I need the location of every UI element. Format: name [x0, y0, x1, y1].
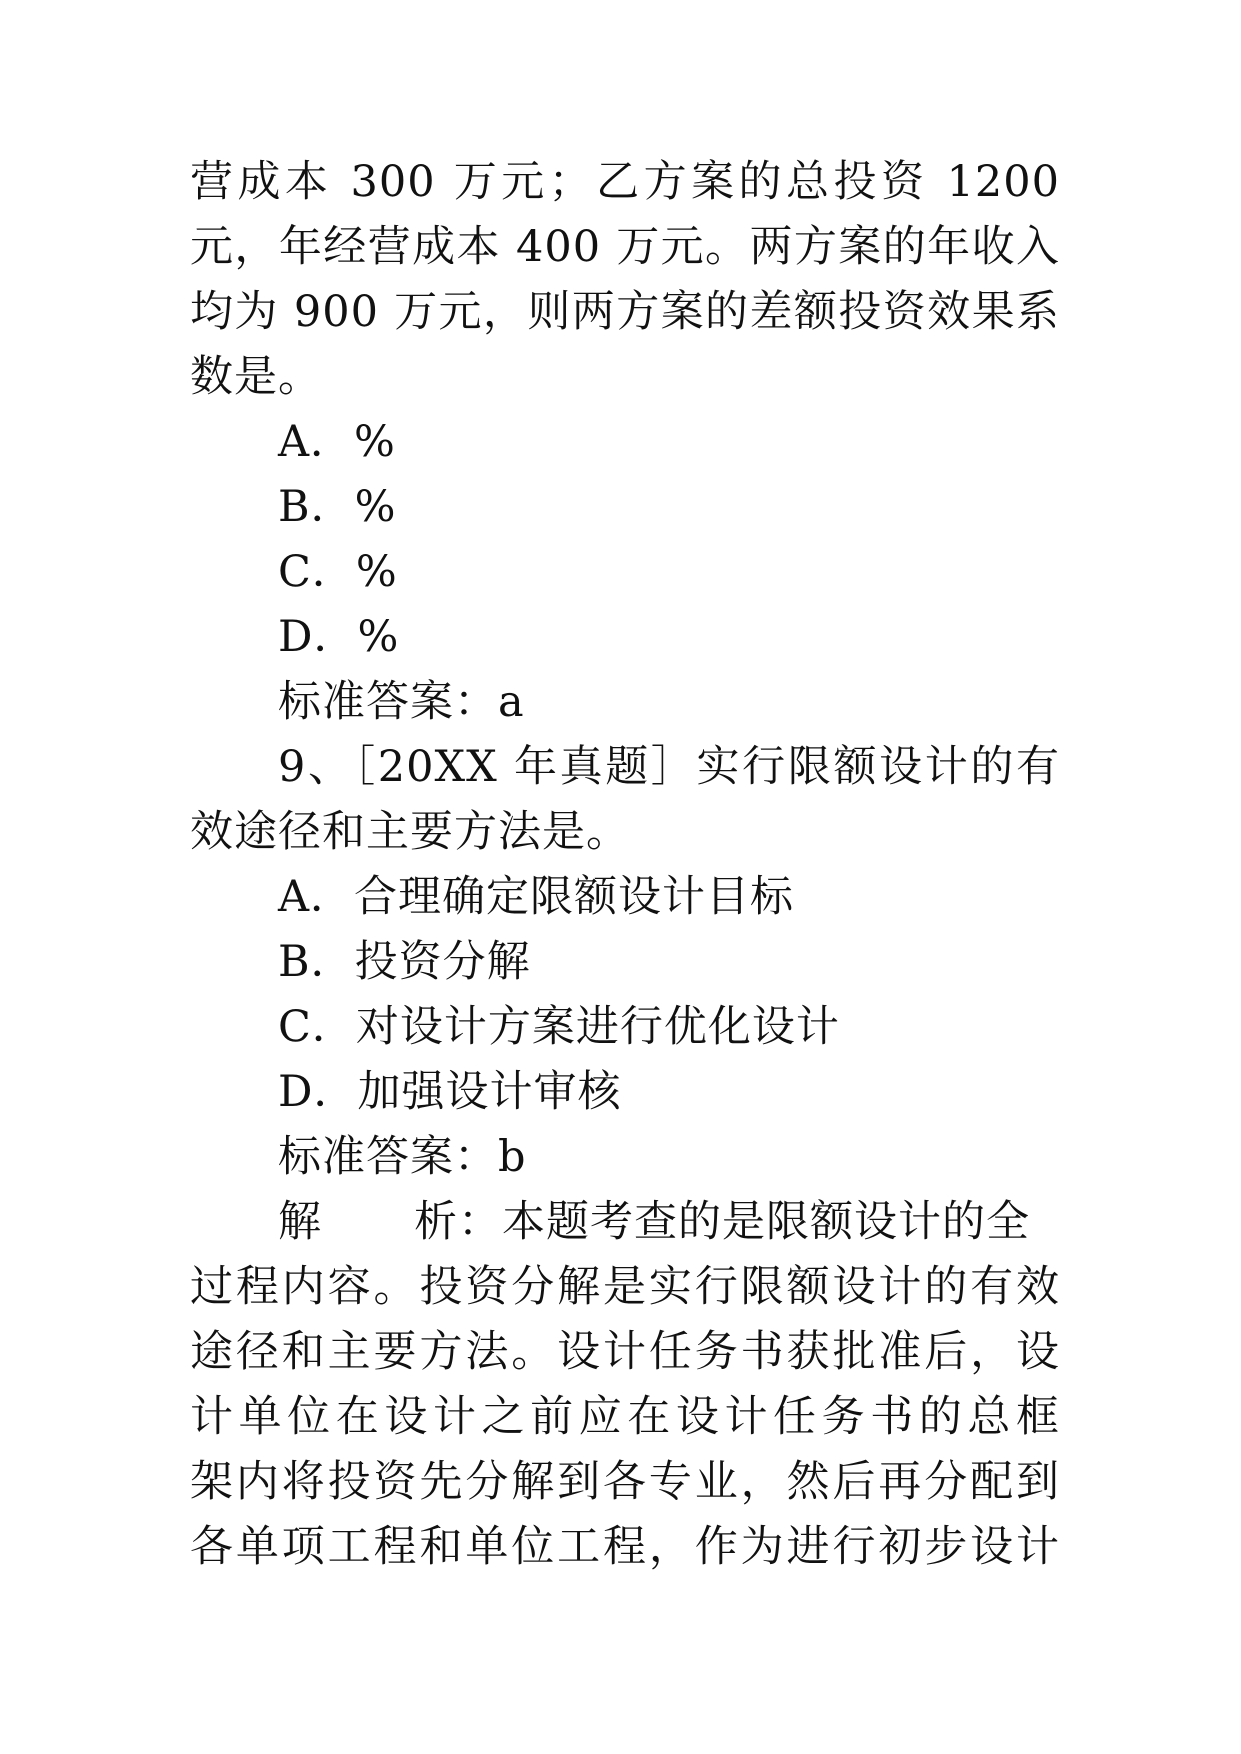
q9-analysis-first-line	[190, 1190, 1060, 1255]
q9-option-b: B．投资分解	[278, 937, 531, 987]
analysis-label-2: 析：本题考查的是限额设计的全	[414, 1197, 1030, 1247]
document-body	[190, 150, 1060, 1580]
q9-analysis-line-5: 架内将投资先分解到各专业，然后再分配到	[190, 1457, 1060, 1507]
q9-analysis-line-6: 各单项工程和单位工程，作为进行初步设计	[190, 1522, 1060, 1572]
q9-analysis-line-4: 计单位在设计之前应在设计任务书的总框	[190, 1392, 1060, 1442]
q8-option-c: C．%	[278, 547, 398, 597]
q9-answer: 标准答案：b	[278, 1132, 527, 1182]
q9-option-d: D．加强设计审核	[278, 1067, 622, 1117]
q9-text-line-1: 9、［20XX 年真题］实行限额设计的有	[278, 742, 1060, 792]
q9-option-a: A．合理确定限额设计目标	[278, 872, 795, 922]
q9-analysis-line-2: 过程内容。投资分解是实行限额设计的有效	[190, 1262, 1060, 1312]
q8-option-d: D．%	[278, 612, 400, 662]
q8-text-line-1: 营成本 300 万元；乙方案的总投资 1200	[190, 157, 1060, 207]
q8-option-a: A．%	[278, 417, 396, 467]
q9-option-c: C．对设计方案进行优化设计	[278, 1002, 840, 1052]
analysis-label-1: 解	[278, 1197, 322, 1247]
q9-analysis-line-3: 途径和主要方法。设计任务书获批准后，设	[190, 1327, 1060, 1377]
q8-text-line-2: 元，年经营成本 400 万元。两方案的年收入	[190, 222, 1060, 272]
q8-text-line-4: 数是。	[190, 352, 322, 402]
q9-text-line-2: 效途径和主要方法是。	[190, 807, 630, 857]
q8-answer: 标准答案：a	[278, 677, 525, 727]
q8-option-b: B．%	[278, 482, 397, 532]
q8-text-line-3: 均为 900 万元，则两方案的差额投资效果系	[190, 287, 1060, 337]
